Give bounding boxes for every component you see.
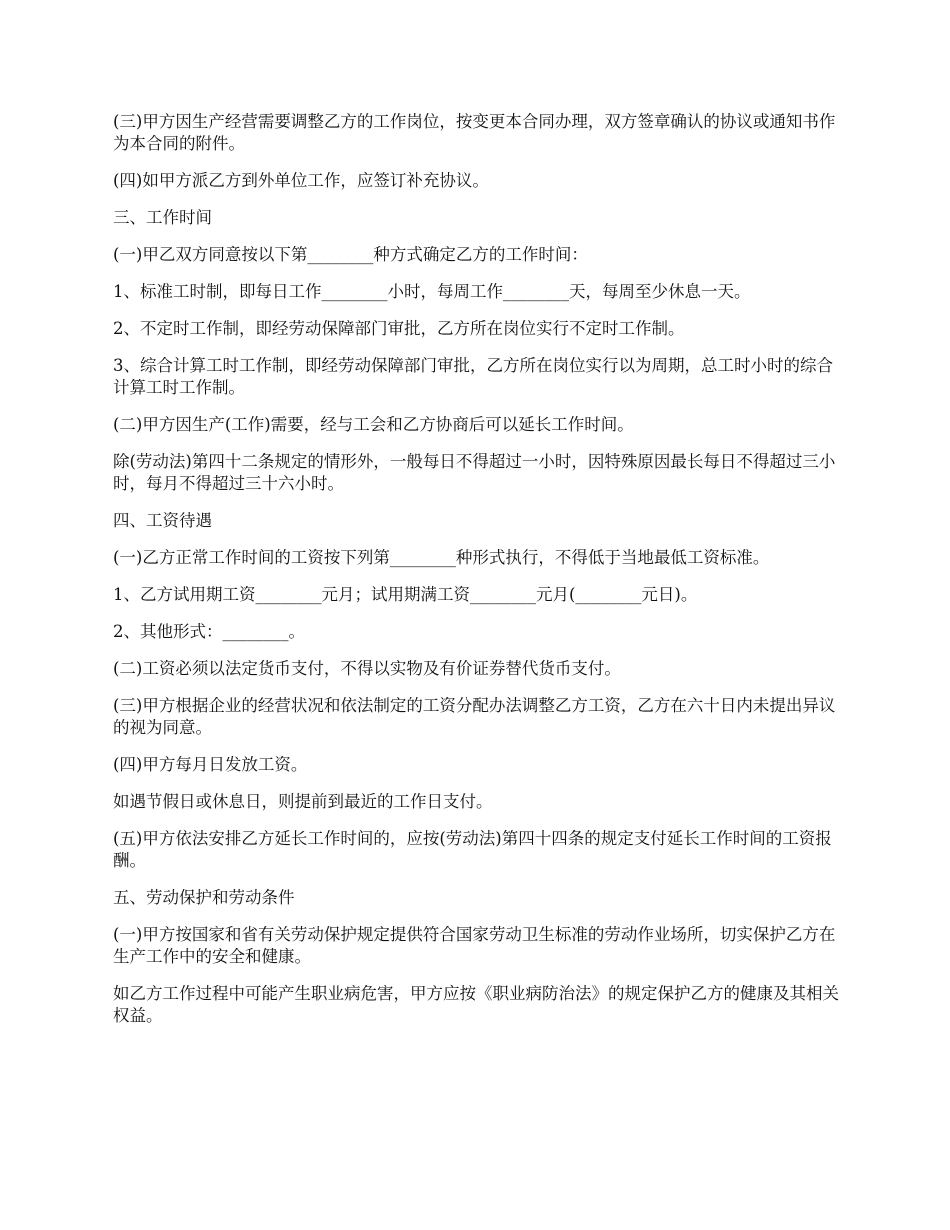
paragraph-standard-hours: 1、标准工时制，即每日工作________小时，每周工作________天，每周至少休息一天。 — [113, 282, 751, 301]
paragraph-comprehensive-hours: 3、综合计算工时工作制，即经劳动保障部门审批，乙方所在岗位实行以为周期，总工时小时的综合计算工时工作制。 — [113, 356, 833, 397]
paragraph-external-assignment: (四)如甲方派乙方到外单位工作，应签订补充协议。 — [113, 171, 489, 190]
paragraph-safe-workplace: (一)甲方按国家和省有关劳动保护规定提供符合国家劳动卫生标准的劳动作业场所，切实保护乙方在生产工作中的安全和健康。 — [113, 925, 836, 966]
paragraph-other-form: 2、其他形式：________。 — [113, 622, 305, 641]
paragraph-adjust-post: (三)甲方因生产经营需要调整乙方的工作岗位，按变更本合同办理，双方签章确认的协议或通知书作为本合同的附件。 — [113, 112, 836, 153]
document-page — [113, 111, 843, 1042]
section-heading-labor-protection: 五、劳动保护和劳动条件 — [113, 888, 295, 907]
paragraph-probation-wage: 1、乙方试用期工资________元月；试用期满工资________元月(________元日)。 — [113, 585, 698, 604]
paragraph-legal-currency: (二)工资必须以法定货币支付，不得以实物及有价证券替代货币支付。 — [113, 659, 621, 678]
paragraph-holiday-payment: 如遇节假日或休息日，则提前到最近的工作日支付。 — [113, 792, 493, 811]
paragraph-occupational-disease: 如乙方工作过程中可能产生职业病危害，甲方应按《职业病防治法》的规定保护乙方的健康及其相关权益。 — [113, 984, 839, 1025]
paragraph-wage-adjustment: (三)甲方根据企业的经营状况和依法制定的工资分配办法调整乙方工资，乙方在六十日内未提出异议的视为同意。 — [113, 696, 836, 737]
paragraph-flexible-hours: 2、不定时工作制，即经劳动保障部门审批，乙方所在岗位实行不定时工作制。 — [113, 319, 685, 338]
paragraph-overtime-extension: (二)甲方因生产(工作)需要，经与工会和乙方协商后可以延长工作时间。 — [113, 415, 634, 434]
paragraph-overtime-limits: 除(劳动法)第四十二条规定的情形外，一般每日不得超过一小时，因特殊原因最长每日不得超过三小时，每月不得超过三十六小时。 — [113, 452, 836, 493]
paragraph-work-time-method: (一)甲乙双方同意按以下第________种方式确定乙方的工作时间： — [113, 245, 588, 264]
paragraph-payday: (四)甲方每月日发放工资。 — [113, 755, 308, 774]
section-heading-work-time: 三、工作时间 — [113, 208, 212, 227]
section-heading-wages: 四、工资待遇 — [113, 511, 212, 530]
paragraph-wage-form: (一)乙方正常工作时间的工资按下列第________种形式执行，不得低于当地最低工资标准。 — [113, 548, 770, 567]
paragraph-overtime-pay: (五)甲方依法安排乙方延长工作时间的，应按(劳动法)第四十四条的规定支付延长工作时间的工资报酬。 — [113, 829, 832, 870]
